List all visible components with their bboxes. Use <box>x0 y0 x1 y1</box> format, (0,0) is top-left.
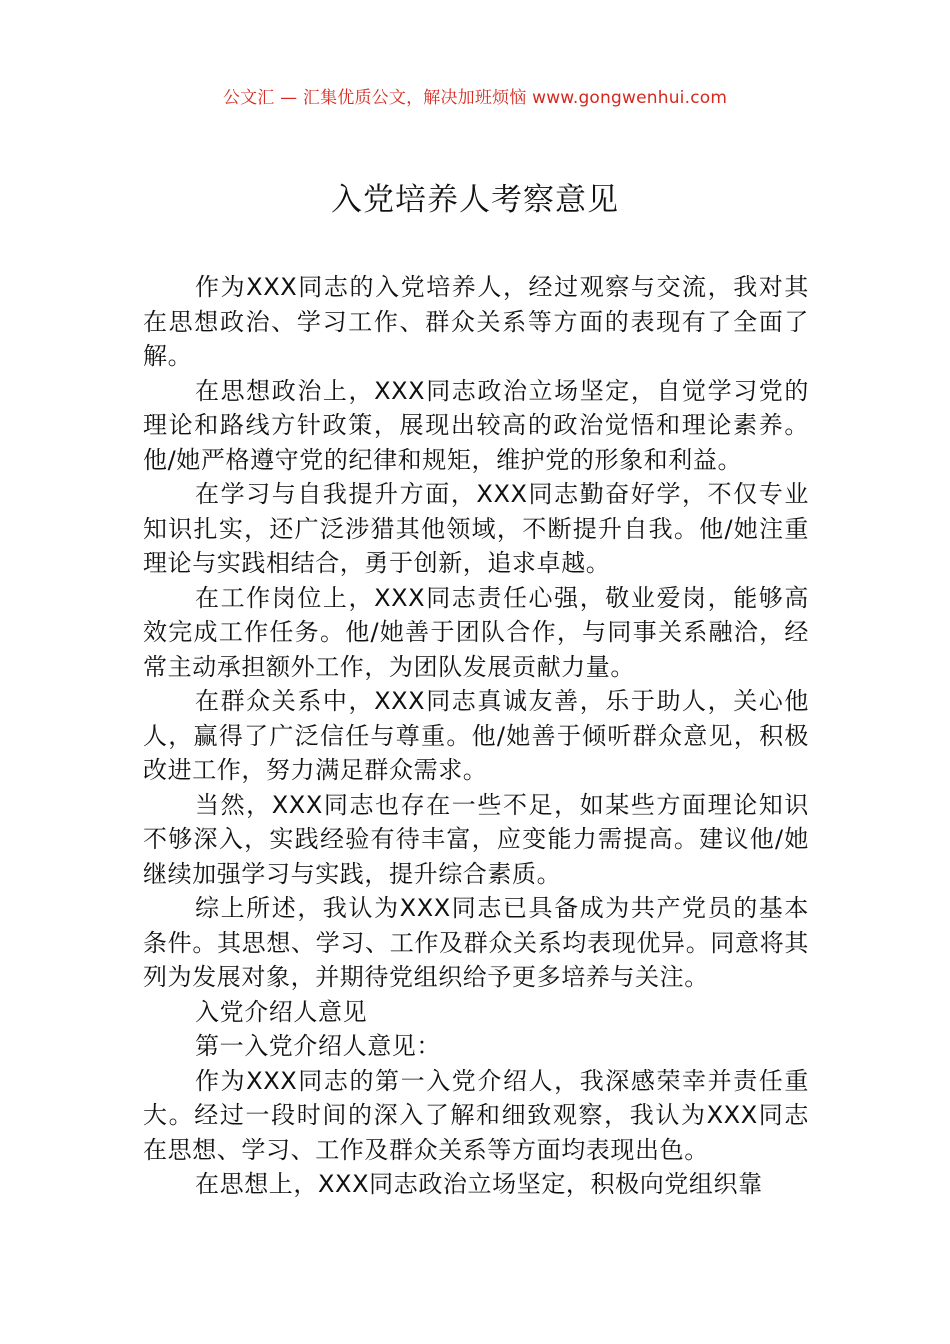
paragraph-first-introducer: 作为XXX同志的第一入党介绍人，我深感荣幸并责任重大。经过一段时间的深入了解和细致观察，我认为XXX同志在思想、学习、工作及群众关系等方面均表现出色。 <box>143 1066 809 1164</box>
paragraph-first-introducer-thought: 在思想上，XXX同志政治立场坚定，积极向党组织靠 <box>195 1170 763 1198</box>
site-watermark-header: 公文汇 — 汇集优质公文，解决加班烦恼 www.gongwenhui.com <box>222 88 728 108</box>
subheading-first-introducer: 第一入党介绍人意见： <box>195 1032 441 1060</box>
paragraph-work: 在工作岗位上，XXX同志责任心强，敬业爱岗，能够高效完成工作任务。他/她善于团队合作，与同事关系融洽，经常主动承担额外工作，为团队发展贡献力量。 <box>143 583 809 681</box>
paragraph-intro: 作为XXX同志的入党培养人，经过观察与交流，我对其在思想政治、学习工作、群众关系等方面的表现有了全面了解。 <box>143 273 809 370</box>
paragraph-political: 在思想政治上，XXX同志政治立场坚定，自觉学习党的理论和路线方针政策，展现出较高的政治觉悟和理论素养。他/她严格遵守党的纪律和规矩，维护党的形象和利益。 <box>143 376 809 474</box>
paragraph-conclusion: 综上所述，我认为XXX同志已具备成为共产党员的基本条件。其思想、学习、工作及群众关系均表现优异。同意将其列为发展对象，并期待党组织给予更多培养与关注。 <box>143 894 809 991</box>
document-title: 入党培养人考察意见 <box>331 182 619 218</box>
paragraph-shortcomings: 当然，XXX同志也存在一些不足，如某些方面理论知识不够深入，实践经验有待丰富，应变能力需提高。建议他/她继续加强学习与实践，提升综合素质。 <box>143 790 809 888</box>
paragraph-public-relations: 在群众关系中，XXX同志真诚友善，乐于助人，关心他人，赢得了广泛信任与尊重。他/她善于倾听群众意见，积极改进工作，努力满足群众需求。 <box>143 687 809 784</box>
document-body <box>143 270 809 1202</box>
section-heading-introducer-opinion: 入党介绍人意见 <box>195 997 368 1026</box>
paragraph-study: 在学习与自我提升方面，XXX同志勤奋好学，不仅专业知识扎实，还广泛涉猎其他领域，不断提升自我。他/她注重理论与实践相结合，勇于创新，追求卓越。 <box>143 480 809 577</box>
